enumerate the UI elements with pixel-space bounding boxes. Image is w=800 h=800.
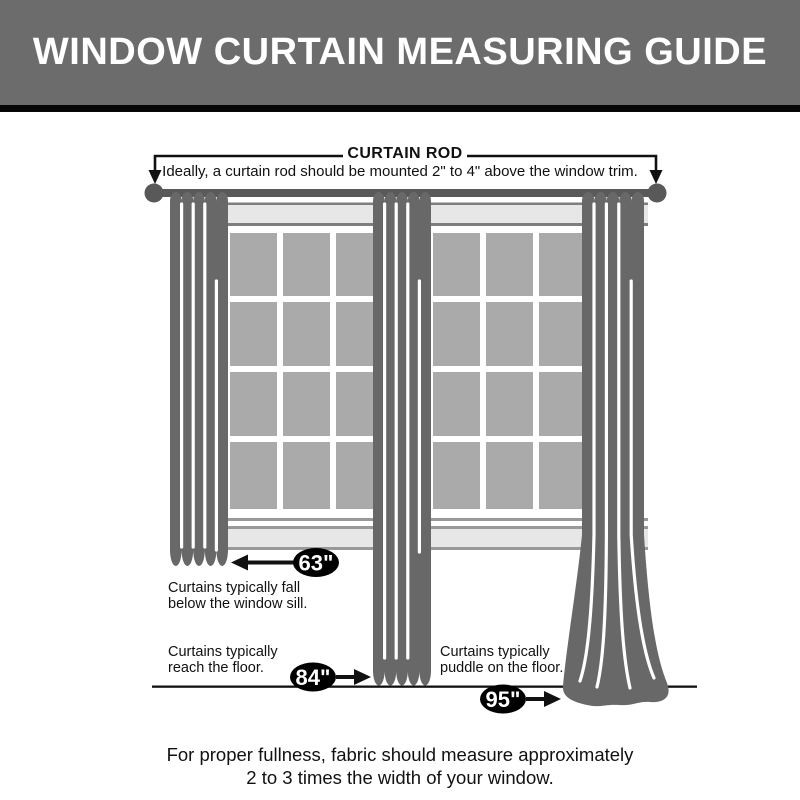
right-arrow-icon xyxy=(354,669,371,685)
fullness-note xyxy=(0,743,800,789)
note-line: puddle on the floor. xyxy=(440,660,564,676)
page-title: WINDOW CURTAIN MEASURING GUIDE xyxy=(32,31,768,73)
window-pane xyxy=(283,372,330,436)
window-pane xyxy=(539,233,586,296)
measurement-95 xyxy=(480,685,561,714)
badge-value-95: 95" xyxy=(485,687,521,712)
right-arrow-icon xyxy=(544,691,561,707)
window-pane xyxy=(433,442,480,509)
fullness-note-line: For proper fullness, fabric should measure approximately xyxy=(166,744,634,765)
fullness-note-line: 2 to 3 times the width of your window. xyxy=(246,767,554,788)
curtain-fabric xyxy=(170,192,228,566)
window-pane xyxy=(539,372,586,436)
badge-value-84: 84" xyxy=(295,665,331,690)
note-line: below the window sill. xyxy=(168,596,308,612)
curtain-fabric xyxy=(373,192,431,686)
note-reach-floor xyxy=(168,644,278,676)
window-pane xyxy=(283,233,330,296)
note-line: Curtains typically fall xyxy=(168,580,301,596)
window-pane xyxy=(283,442,330,509)
window-pane xyxy=(539,302,586,366)
note-line: Curtains typically xyxy=(168,644,278,660)
window-pane xyxy=(230,233,277,296)
window-pane xyxy=(486,442,533,509)
window-pane xyxy=(486,302,533,366)
rod-finial-right xyxy=(648,184,667,203)
window-pane xyxy=(486,372,533,436)
window-pane xyxy=(230,372,277,436)
window-pane xyxy=(433,372,480,436)
note-puddle-floor xyxy=(440,644,563,676)
center-curtain-panel xyxy=(373,192,431,686)
note-below-sill xyxy=(168,580,307,612)
window-pane xyxy=(230,442,277,509)
window-pane xyxy=(433,233,480,296)
rod-mounting-tip: Ideally, a curtain rod should be mounted 2" to 4" above the window trim. xyxy=(162,163,638,180)
window-pane xyxy=(486,233,533,296)
window-pane xyxy=(539,442,586,509)
curtain-rod-label: CURTAIN ROD xyxy=(347,145,463,162)
measurement-63 xyxy=(231,548,339,577)
window-pane xyxy=(230,302,277,366)
badge-value-63: 63" xyxy=(298,550,334,576)
window-pane xyxy=(283,302,330,366)
note-line: reach the floor. xyxy=(168,660,264,676)
left-curtain-panel xyxy=(170,192,228,566)
note-line: Curtains typically xyxy=(440,644,550,660)
window-pane xyxy=(433,302,480,366)
left-arrow-icon xyxy=(231,555,248,571)
rod-finial-left xyxy=(145,184,164,203)
